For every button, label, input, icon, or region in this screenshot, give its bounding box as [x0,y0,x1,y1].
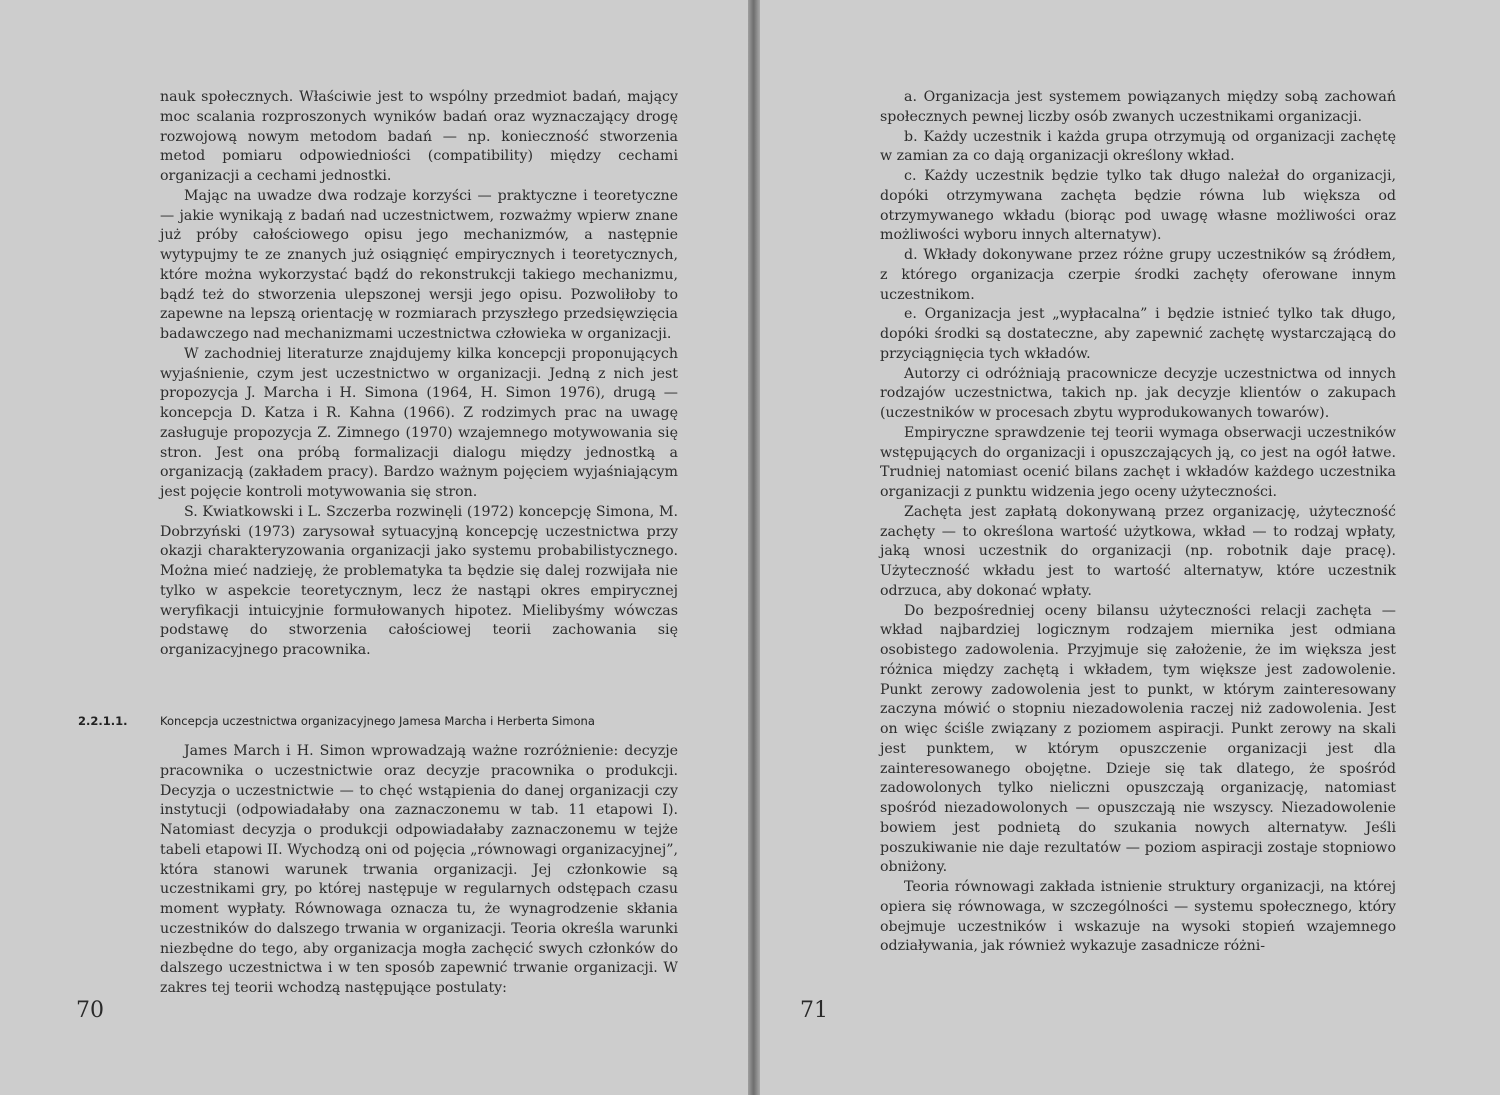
page-number-right: 71 [800,998,828,1023]
paragraph: Teoria równowagi zakłada istnienie struktury organizacji, na której opiera się równowaga, w szczególności — systemu społecznego, który obejmuje uczestników i wskazuje na wysoki stopień wzajemnego odziaływania, jak również wykazuje zasadnicze różni- [880,879,1396,955]
paragraph: Do bezpośredniej oceny bilansu użyteczności relacji zachęta — wkład najbardziej logicznym rodzajem miernika jest odmiana osobistego zadowolenia. Przyjmuje się założenie, że im większa jest różnica między zachętą i wkładem, tym większe jest zadowolenie. Punkt zerowy zadowolenia jest to punkt, w którym zainteresowany zaczyna mówić o stopniu niezadowolenia raczej niż zadowolenia. Jest on więc ściśle związany z poziomem aspiracji. Punkt zerowy na skali jest punktem, w którym opuszczenie organizacji jest dla zainteresowanego obojętne. Dzieje się tak dlatego, że spośród zadowolonych tylko nieliczni opuszczają organizację, natomiast spośród niezadowolonych — opuszczają nie wszyscy. Niezadowolenie bowiem jest podnietą do szukania nowych alternatyw. Jeśli poszukiwanie nie daje rezultatów — poziom aspiracji zostaje stopniowo obniżony. [880,602,1396,876]
left-text-column-top [160,88,678,661]
list-item-e: e. Organizacja jest „wypłacalna” i będzie istnieć tylko tak długo, dopóki środki są dostateczne, aby zapewnić zachętę wystarczającą do przyciągnięcia tych wkładów. [880,306,1396,362]
paragraph: Autorzy ci odróżniają pracownicze decyzje uczestnictwa od innych rodzajów uczestnictwa, takich np. jak decyzje klientów o zakupach (uczestników w procesach zbytu wyprodukowanych towarów). [880,365,1396,421]
paragraph: Empiryczne sprawdzenie tej teorii wymaga obserwacji uczestników wstępujących do organizacji i opuszczających ją, co jest na ogół łatwe. Trudniej natomiast ocenić bilans zachęt i wkładów każdego uczestnika organizacji z punktu widzenia jego oceny użyteczności. [880,424,1396,500]
paragraph: nauk społecznych. Właściwie jest to wspólny przedmiot badań, mający moc scalania rozproszonych wyników badań oraz wyznaczający drogę rozwojową nowym metodom badań — np. konieczność stworzenia metod pomiaru odpowiedniości (compatibility) między cechami organizacji a cechami jednostki. [160,89,678,184]
list-item-b: b. Każdy uczestnik i każda grupa otrzymują od organizacji zachętę w zamian za co dają organizacji określony wkład. [880,128,1396,165]
book-gutter [748,0,760,1095]
left-text-column-bottom [160,742,678,999]
list-item-d: d. Wkłady dokonywane przez różne grupy uczestników są źródłem, z którego organizacja czerpie środki zachęty oferowane innym uczestnikom. [880,247,1396,303]
page-number-left: 70 [76,998,104,1023]
paragraph: S. Kwiatkowski i L. Szczerba rozwinęli (1972) koncepcję Simona, M. Dobrzyński (1973) zarysował sytuacyjną koncepcję uczestnictwa przy okazji charakteryzowania organizacji jako systemu probabilistycznego. Można mieć nadzieję, że problematyka ta będzie się dalej rozwijała nie tylko w aspekcie teoretycznym, lecz że nastąpi okres empirycznej weryfikacji intuicyjnie formułowanych hipotez. Mielibyśmy wówczas podstawę do stworzenia całościowej teorii zachowania się organizacyjnego pracownika. [160,503,678,658]
paragraph: W zachodniej literaturze znajdujemy kilka koncepcji proponujących wyjaśnienie, czym jest uczestnictwo w organizacji. Jedną z nich jest propozycja J. Marcha i H. Simona (1964, H. Simon 1976), drugą — koncepcja D. Katza i R. Kahna (1966). Z rodzimych prac na uwagę zasługuje propozycja Z. Zimnego (1970) wzajemnego motywowania się stron. Jest ona próbą formalizacji dialogu między jednostką a organizacją (zakładem pracy). Bardzo ważnym pojęciem wyjaśniającym jest pojęcie kontroli motywowania się stron. [160,345,678,500]
list-item-a: a. Organizacja jest systemem powiązanych między sobą zachowań społecznych pewnej liczby osób zwanych uczestnikami organizacji. [880,89,1396,125]
section-title: Koncepcja uczestnictwa organizacyjnego Jamesa Marcha i Herberta Simona [160,714,595,728]
paragraph: Zachęta jest zapłatą dokonywaną przez organizację, użyteczność zachęty — to określona wartość użytkowa, wkład — to rodzaj wpłaty, jaką wnosi uczestnik do organizacji (np. robotnik daje pracę). Użyteczność wkładu jest to wartość alternatyw, które uczestnik odrzuca, aby dokonać wpłaty. [880,503,1396,599]
paragraph: Mając na uwadze dwa rodzaje korzyści — praktyczne i teoretyczne — jakie wynikają z badań nad uczestnictwem, rozważmy wpierw znane już próby całościowego opisu jego mechanizmów, a następnie wytypujmy te ze znanych już osiągnięć empirycznych i teoretycznych, które można wykorzystać bądź do rekonstrukcji takiego mechanizmu, bądź też do stworzenia ulepszonej wersji jego opisu. Pozwoliłoby to zapewne na lepszą orientację w rozmiarach przyszłego przedsięwzięcia badawczego nad mechanizmami uczestnictwa człowieka w organizacji. [160,187,678,342]
paragraph: James March i H. Simon wprowadzają ważne rozróżnienie: decyzje pracownika o uczestnictwie oraz decyzje pracownika o produkcji. Decyzja o uczestnictwie — to chęć wstąpienia do danej organizacji czy instytucji (odpowiadałaby ona zaznaczonemu w tab. 11 etapowi I). Natomiast decyzja o produkcji odpowiadałaby zaznaczonemu w tejże tabeli etapowi II. Wychodzą oni od pojęcia „równowagi organizacyjnej”, która stanowi warunek trwania organizacji. Jej członkowie są uczestnikami gry, po której następuje w regularnych odstępach czasu moment wypłaty. Równowaga oznacza tu, że wynagrodzenie skłania uczestników do dalszego trwania w organizacji. Teoria określa warunki niezbędne do tego, aby organizacja mogła zachęcić swych członków do dalszego uczestnictwa i w ten sposób zapewnić trwanie organizacji. W zakres tej teorii wchodzą następujące postulaty: [160,743,678,996]
section-number: 2.2.1.1. [78,714,128,728]
right-text-column [880,88,1396,957]
list-item-c: c. Każdy uczestnik będzie tylko tak długo należał do organizacji, dopóki otrzymywana zachęta będzie równa lub większa od otrzymywanego wkładu (biorąc pod uwagę własne możliwości oraz możliwości wyboru innych alternatyw). [880,168,1396,244]
